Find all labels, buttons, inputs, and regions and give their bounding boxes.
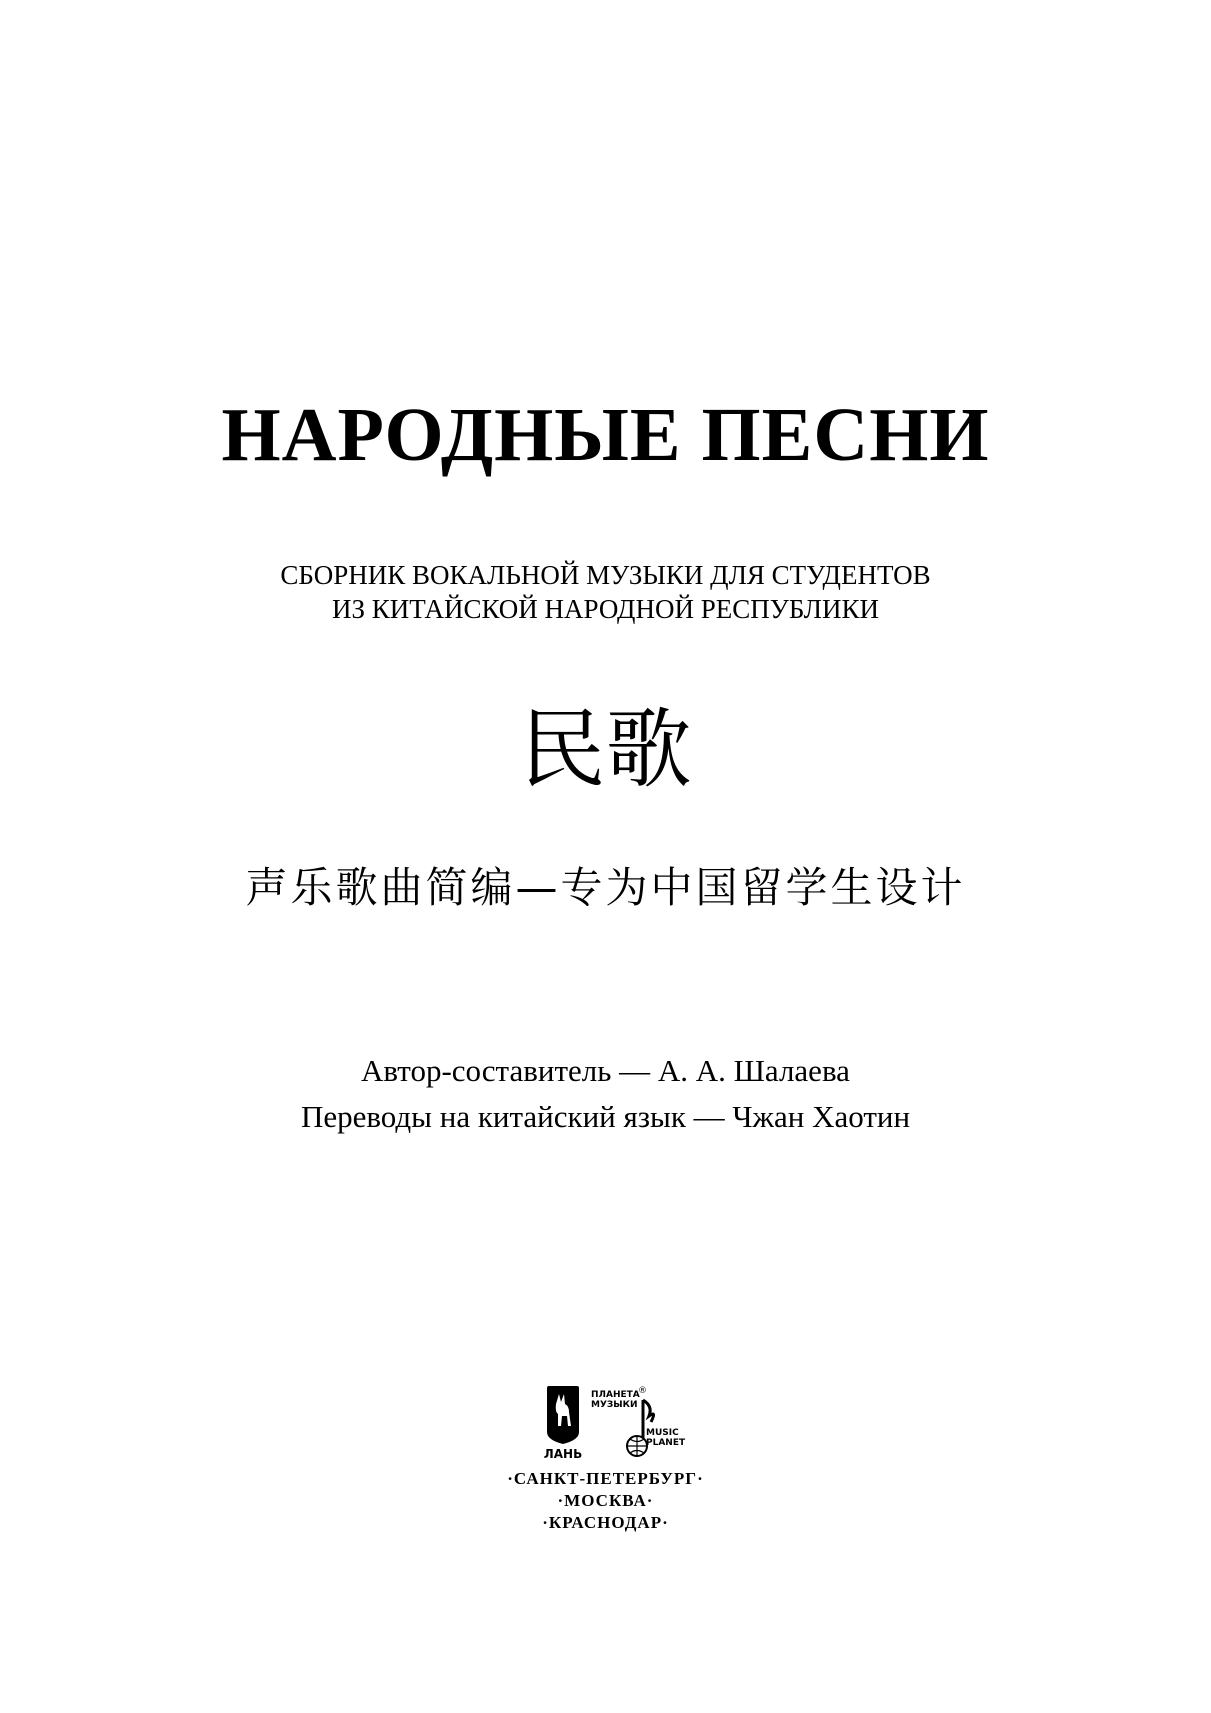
chinese-title: 民歌: [519, 700, 692, 800]
imprint-en-line-1: MUSIC: [646, 1428, 679, 1438]
publisher-cities: [0, 1468, 1211, 1534]
publisher-logo-block: [543, 1382, 686, 1464]
book-subtitle: [0, 558, 1211, 626]
imprint-name-en: [646, 1428, 685, 1448]
subtitle-line-1: СБОРНИК ВОКАЛЬНОЙ МУЗЫКИ ДЛЯ СТУДЕНТОВ: [280, 560, 931, 590]
translator-credit: Переводы на китайский язык — Чжан Хаотин: [300, 1099, 911, 1134]
imprint-ru-line-1: ПЛАНЕТА: [591, 1390, 640, 1400]
chinese-subtitle: 声乐歌曲简编—专为中国留学生设计: [245, 863, 966, 912]
credits: [0, 1048, 1211, 1140]
registered-mark: ®: [638, 1386, 647, 1396]
city-moscow: ·МОСКВА·: [557, 1491, 654, 1510]
city-saint-petersburg: ·САНКТ-ПЕТЕРБУРГ·: [507, 1469, 704, 1488]
city-krasnodar: ·КРАСНОДАР·: [542, 1513, 669, 1532]
imprint-ru-line-2: МУЗЫКИ: [591, 1400, 638, 1410]
publisher-name: ЛАНЬ: [543, 1447, 583, 1461]
imprint-en-line-2: PLANET: [646, 1438, 686, 1448]
book-title: НАРОДНЫЕ ПЕСНИ: [221, 393, 990, 477]
author-credit: Автор-составитель — А. А. Шалаева: [361, 1053, 850, 1088]
subtitle-line-2: ИЗ КИТАЙСКОЙ НАРОДНОЙ РЕСПУБЛИКИ: [332, 594, 879, 624]
